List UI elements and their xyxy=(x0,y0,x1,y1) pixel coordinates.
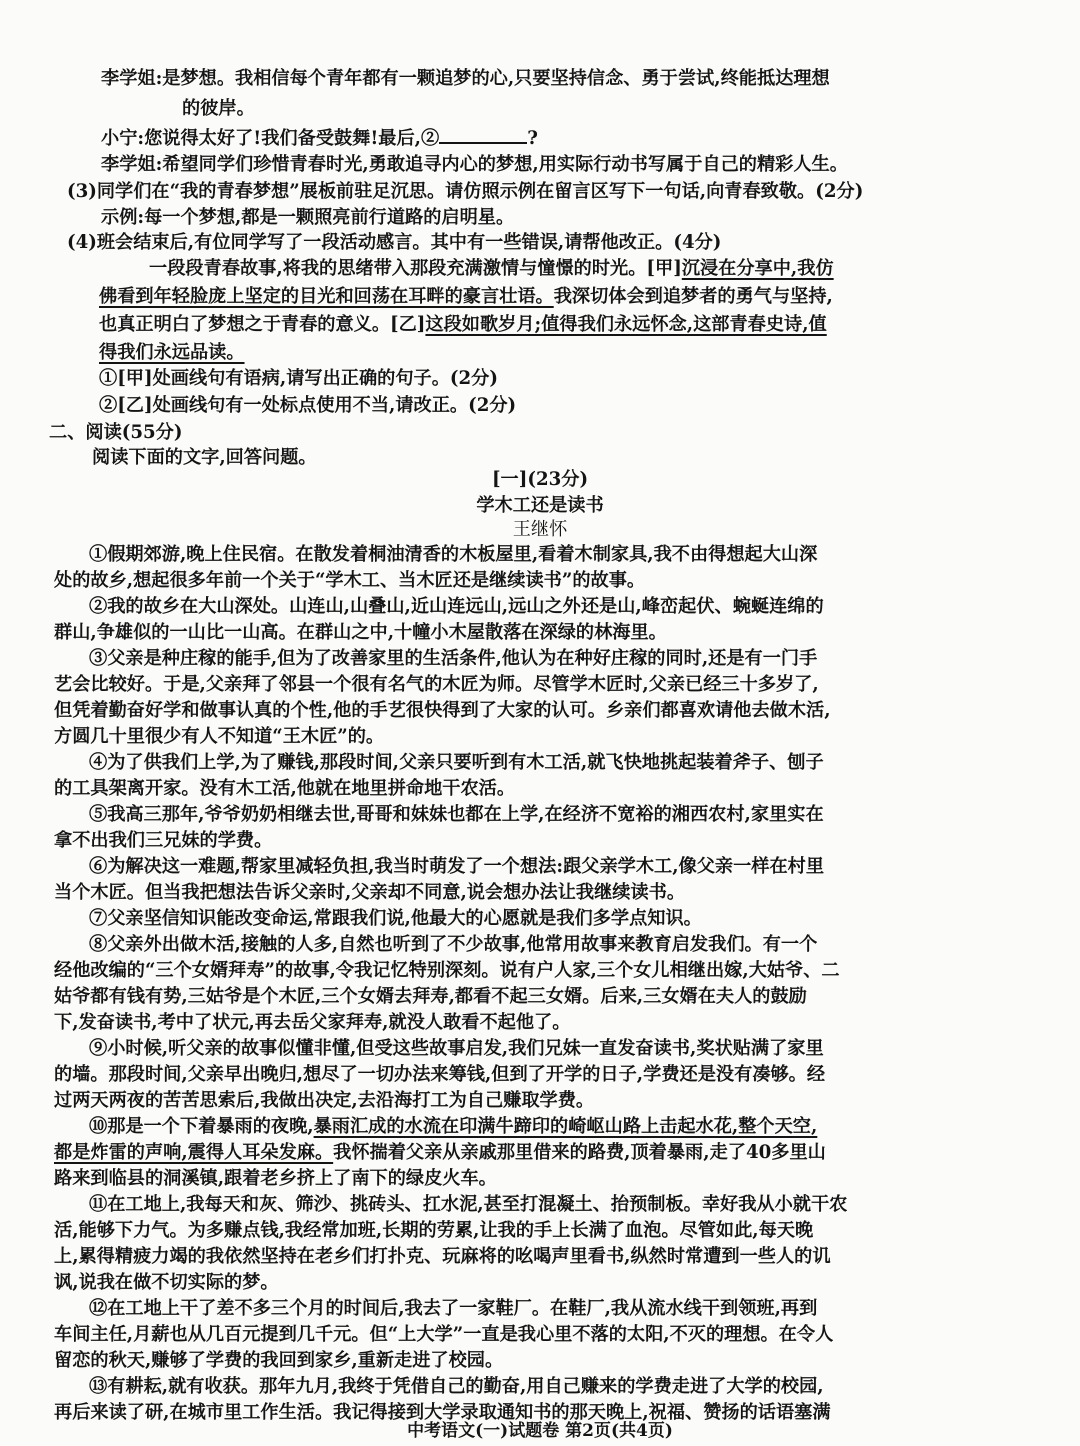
passage-line-3 xyxy=(99,312,827,339)
passage-underlined-yi: 得我们永远品读。 xyxy=(99,342,245,363)
article-text: 我怀揣着父亲从亲戚那里借来的路费,顶着暴雨,走了40多里山 xyxy=(333,1142,826,1163)
article-title: 学木工还是读书 xyxy=(476,495,604,516)
article-line: 拿不出我们三兄妹的学费。 xyxy=(54,830,273,851)
article-line: 处的故乡,想起很多年前一个关于“学木工、当木匠还是继续读书”的故事。 xyxy=(54,570,646,591)
article-line: 下,发奋读书,考中了状元,再去岳父家拜寿,就没人敢看不起他了。 xyxy=(54,1012,571,1033)
question-4: (4)班会结束后,有位同学写了一段活动感言。其中有一些错误,请帮他改正。(4分) xyxy=(67,232,722,253)
article-line: ⑧父亲外出做木活,接触的人多,自然也听到了不少故事,他常用故事来教育启发我们。有一个 xyxy=(89,934,818,955)
question-3: (3)同学们在“我的青春梦想”展板前驻足沉思。请仿照示例在留言区写下一句话,向青春致敬。(2分) xyxy=(67,181,864,202)
article-line: 艺会比较好。于是,父亲拜了邻县一个很有名气的木匠为师。尽管学木匠时,父亲已经三十多岁了, xyxy=(54,674,819,695)
passage-text: 也真正明白了梦想之于青春的意义。[乙] xyxy=(99,314,426,335)
dialogue-lisj-2: 李学姐:希望同学们珍惜青春时光,勇敢追寻内心的梦想,用实际行动书写属于自己的精彩人生。 xyxy=(101,154,848,175)
page-footer: 中考语文(一)试题卷 第2页(共4页) xyxy=(407,1421,673,1441)
article-line: 姑爷都有钱有势,三姑爷是个木匠,三个女婿去拜寿,都看不起三女婿。后来,三女婿在夫人的鼓励 xyxy=(54,986,807,1007)
section-2-heading: 二、阅读(55分) xyxy=(49,422,183,443)
passage-underlined-jia: 沉浸在分享中,我仿 xyxy=(681,258,834,279)
article-line: ④为了供我们上学,为了赚钱,那段时间,父亲只要听到有木工活,就飞快地挑起装着斧子、刨子 xyxy=(89,752,824,773)
article-underlined: 暴雨汇成的水流在印满牛蹄印的崎岖山路上击起水花,整个天空, xyxy=(313,1116,818,1137)
article-line: 当个木匠。但当我把想法告诉父亲时,父亲却不同意,说会想办法让我继续读书。 xyxy=(54,882,686,903)
answer-blank xyxy=(439,124,527,144)
article-line: ⑤我高三那年,爷爷奶奶相继去世,哥哥和妹妹也都在上学,在经济不宽裕的湘西农村,家里实在 xyxy=(89,804,824,825)
article-line: ①假期郊游,晚上住民宿。在散发着桐油清香的木板屋里,看着木制家具,我不由得想起大山深 xyxy=(89,544,818,565)
passage-underlined-yi: 这段如歌岁月;值得我们永远怀念,这部青春史诗,值 xyxy=(425,314,827,335)
dialogue-lisj-1a: 李学姐:是梦想。我相信每个青年都有一颗追梦的心,只要坚持信念、勇于尝试,终能抵达理想 xyxy=(101,68,830,89)
article-line: ⑪在工地上,我每天和灰、筛沙、挑砖头、扛水泥,甚至打混凝土、抬预制板。幸好我从小就干农 xyxy=(89,1194,848,1215)
article-line: 经他改编的“三个女婿拜寿”的故事,令我记忆特别深刻。说有户人家,三个女儿相继出嫁,大姑爷、二 xyxy=(54,960,840,981)
article-line: 路来到临县的洞溪镇,跟着老乡挤上了南下的绿皮火车。 xyxy=(54,1168,497,1189)
article-line: 的墙。那段时间,父亲早出晚归,想尽了一切办法来筹钱,但到了开学的日子,学费还是没有凑够。经 xyxy=(54,1064,826,1085)
dialogue-xiaoning xyxy=(101,124,538,153)
passage-line-1 xyxy=(149,256,834,283)
question-4-sub-1: ①[甲]处画线句有语病,请写出正确的句子。(2分) xyxy=(99,368,498,389)
article-line-p10-1 xyxy=(89,1114,817,1141)
passage-text: 一段段青春故事,将我的思绪带入那段充满激情与憧憬的时光。[甲] xyxy=(149,258,682,279)
article-line: 方圆几十里很少有人不知道“王木匠”的。 xyxy=(54,726,385,747)
article-line: 群山,争雄似的一山比一山高。在群山之中,十幢小木屋散落在深绿的林海里。 xyxy=(54,622,667,643)
article-text: ⑩那是一个下着暴雨的夜晚, xyxy=(89,1116,314,1137)
article-part-label: [一](23分) xyxy=(491,469,589,490)
article-line: ⑬有耕耘,就有收获。那年九月,我终于凭借自己的勤奋,用自己赚来的学费走进了大学的校园, xyxy=(89,1376,824,1397)
article-line: ⑦父亲坚信知识能改变命运,常跟我们说,他最大的心愿就是我们多学点知识。 xyxy=(89,908,702,929)
article-line: ②我的故乡在大山深处。山连山,山叠山,近山连远山,远山之外还是山,峰峦起伏、蜿蜒连绵的 xyxy=(89,596,824,617)
article-line: ⑨小时候,听父亲的故事似懂非懂,但受这些故事启发,我们兄妹一直发奋读书,奖状贴满了家里 xyxy=(89,1038,824,1059)
question-3-example: 示例:每一个梦想,都是一颗照亮前行道路的启明星。 xyxy=(101,207,515,228)
question-4-sub-2: ②[乙]处画线句有一处标点使用不当,请改正。(2分) xyxy=(99,395,517,416)
passage-line-2 xyxy=(99,284,833,311)
article-underlined: 都是炸雷的声响,震得人耳朵发麻。 xyxy=(54,1142,334,1163)
passage-line-4 xyxy=(99,340,245,367)
article-line-p10-2 xyxy=(54,1140,826,1167)
article-author: 王继怀 xyxy=(512,519,568,540)
article-line: 留恋的秋天,赚够了学费的我回到家乡,重新走进了校园。 xyxy=(54,1350,504,1371)
article-line: 活,能够下力气。为多赚点钱,我经常加班,长期的劳累,让我的手上长满了血泡。尽管如此,每天晚 xyxy=(54,1220,814,1241)
article-line: 但凭着勤奋好学和做事认真的个性,他的手艺很快得到了大家的认可。乡亲们都喜欢请他去做木活, xyxy=(54,700,831,721)
section-2-instruction: 阅读下面的文字,回答问题。 xyxy=(92,447,317,468)
passage-text: 我深切体会到追梦者的勇气与坚持, xyxy=(553,286,833,307)
article-line: 车间主任,月薪也从几百元提到几千元。但“上大学”一直是我心里不落的太阳,不灭的理想。在令人 xyxy=(54,1324,834,1345)
article-line: 过两天两夜的苦苦思索后,我做出决定,去沿海打工为自己赚取学费。 xyxy=(54,1090,595,1111)
article-line: 再后来读了研,在城市里工作生活。我记得接到大学录取通知书的那天晚上,祝福、赞扬的话语塞满 xyxy=(54,1402,831,1423)
article-line: ⑥为解决这一难题,帮家里减轻负担,我当时萌发了一个想法:跟父亲学木工,像父亲一样在村里 xyxy=(89,856,825,877)
article-line: ⑫在工地上干了差不多三个月的时间后,我去了一家鞋厂。在鞋厂,我从流水线干到领班,再到 xyxy=(89,1298,818,1319)
dialogue-xiaoning-q: ? xyxy=(527,128,538,149)
article-line: 讽,说我在做不切实际的梦。 xyxy=(54,1272,279,1293)
passage-underlined-jia: 佛看到年轻脸庞上坚定的目光和回荡在耳畔的豪言壮语。 xyxy=(99,286,554,307)
dialogue-xiaoning-text: 小宁:您说得太好了!我们备受鼓舞!最后,② xyxy=(101,128,440,149)
article-line: 上,累得精疲力竭的我依然坚持在老乡们打扑克、玩麻将的吆喝声里看书,纵然时常遭到一些人的讥 xyxy=(54,1246,831,1267)
article-line: ③父亲是种庄稼的能手,但为了改善家里的生活条件,他认为在种好庄稼的同时,还是有一门手 xyxy=(89,648,818,669)
article-line: 的工具架离开家。没有木工活,他就在地里拼命地干农活。 xyxy=(54,778,516,799)
dialogue-lisj-1b: 的彼岸。 xyxy=(182,98,255,119)
